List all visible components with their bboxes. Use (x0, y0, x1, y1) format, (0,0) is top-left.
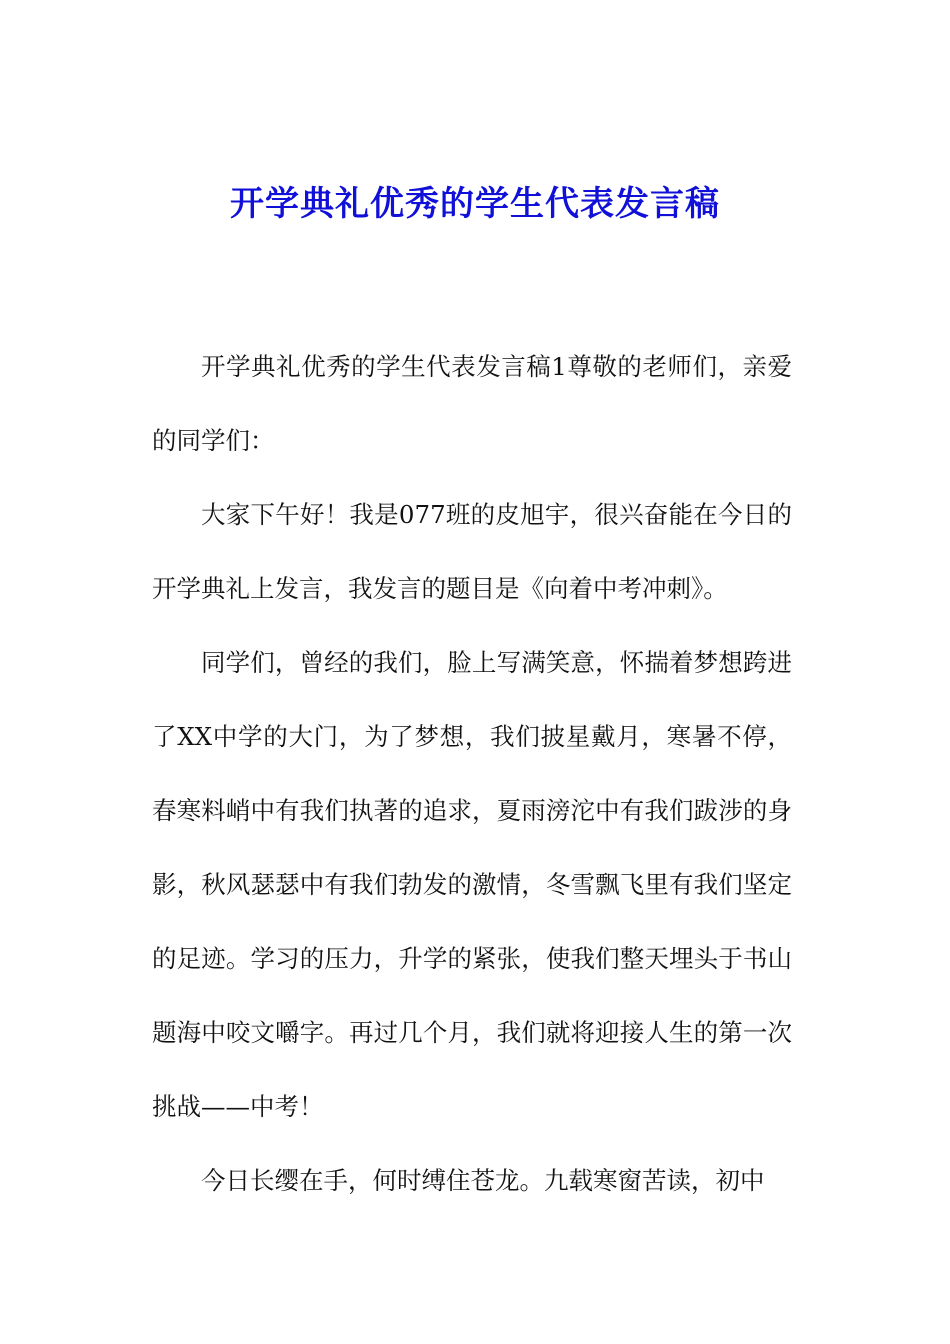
document-body (152, 330, 792, 1218)
paragraph: 开学典礼优秀的学生代表发言稿1尊敬的老师们，亲爱的同学们： (152, 352, 792, 455)
paragraph: 大家下午好！我是077班的皮旭宇，很兴奋能在今日的开学典礼上发言，我发言的题目是《向着中考冲刺》。 (152, 500, 792, 603)
paragraph: 同学们，曾经的我们，脸上写满笑意，怀揣着梦想跨进了XX中学的大门，为了梦想，我们披星戴月，寒暑不停，春寒料峭中有我们执著的追求，夏雨滂沱中有我们跋涉的身影，秋风瑟瑟中有我们勃发的激情，冬雪飘飞里有我们坚定的足迹。学习的压力，升学的紧张，使我们整天埋头于书山题海中咬文嚼字。再过几个月，我们就将迎接人生的第一次挑战——中考！ (152, 648, 792, 1121)
paragraph: 今日长缨在手，何时缚住苍龙。九载寒窗苦读，初中 (201, 1166, 765, 1195)
document-title: 开学典礼优秀的学生代表发言稿 (230, 184, 720, 224)
